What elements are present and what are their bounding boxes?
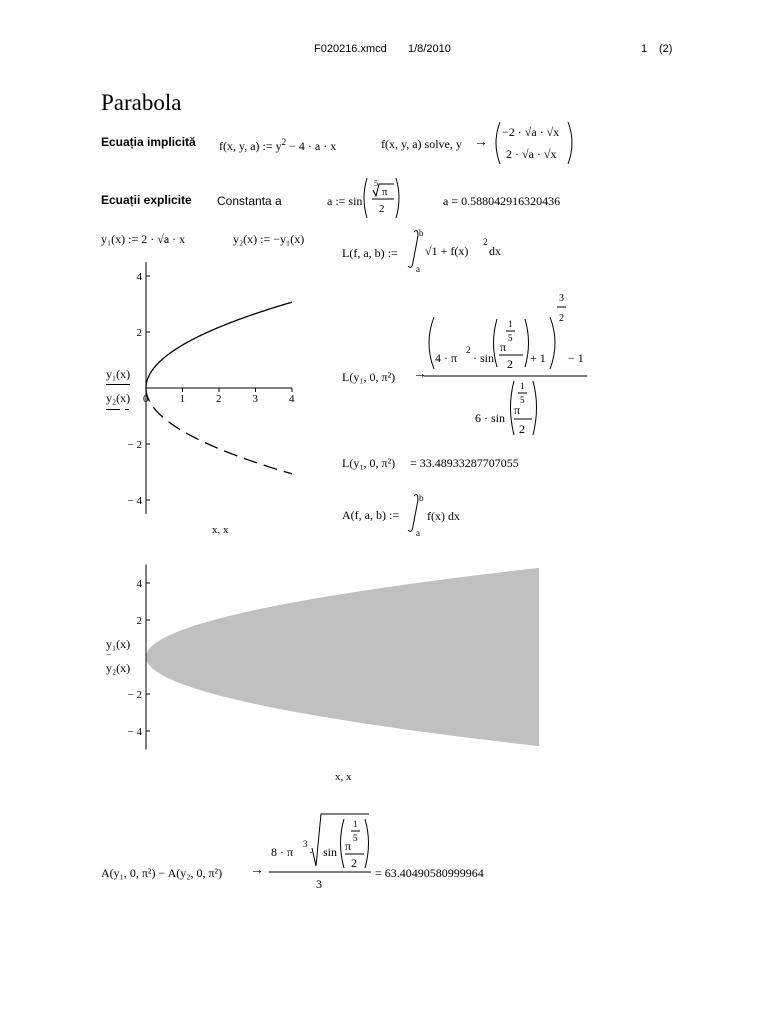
- implicit-def-exp: 2: [281, 137, 287, 147]
- plot2-y-tick-label: 2: [136, 615, 142, 627]
- L-outer-exp-den: 2: [559, 313, 564, 324]
- area-expression: [265, 810, 375, 900]
- page-title: Parabola: [101, 90, 182, 115]
- area-num-pi-exp: 3: [303, 839, 308, 849]
- plot1-x-tick-label: 2: [216, 393, 222, 405]
- area-den: 3: [316, 877, 322, 891]
- L-num-prefix: 4 · π: [435, 351, 458, 365]
- plot1-y2-label: y₂(x): [106, 391, 131, 405]
- L-num-pi-exp: 2: [466, 345, 471, 355]
- implicit-def-lhs: f(x, y, a) := y: [219, 139, 282, 153]
- L-den-prefix: 6 · sin: [475, 411, 505, 425]
- plot1-y2-legend-dash: [125, 409, 129, 410]
- header-page-total: (2): [659, 43, 673, 55]
- header-filename: F020216.xmcd: [314, 43, 387, 55]
- L-symbolic-arrow: →: [413, 367, 427, 382]
- area-exp-num: 1: [353, 819, 358, 829]
- solve-result-2: 2 · √a · √x: [506, 147, 557, 161]
- L-minus-one: − 1: [568, 351, 584, 365]
- A-int-lower: a: [416, 528, 420, 538]
- plot2-y-tick-label: − 2: [127, 689, 142, 701]
- plot2-legend-mark: [107, 654, 111, 655]
- area-lhs: A(y₁, 0, π²) − A(y₂, 0, π²): [101, 866, 223, 880]
- area-sin: sin: [323, 845, 338, 859]
- L-frac-exp-num: 1: [508, 319, 513, 329]
- L-inner-two: 2: [507, 357, 513, 371]
- a-two: 2: [379, 203, 385, 215]
- y1-definition: y₁(x) := 2 · √a · x: [101, 232, 186, 246]
- explicit-label: Ecuații explicite: [101, 193, 192, 207]
- plot2-y2-label: y₂(x): [106, 661, 131, 675]
- plot1-y-tick-label: 4: [136, 271, 142, 283]
- plot1-x-tick-label: 1: [179, 393, 185, 405]
- area-inner-two: 2: [351, 856, 357, 870]
- plot1-y-tick-label: − 4: [127, 495, 142, 507]
- implicit-label: Ecuația implicită: [101, 135, 196, 149]
- a-pi: π: [382, 186, 388, 198]
- header-date: 1/8/2010: [408, 43, 451, 55]
- A-def-lhs: A(f, a, b) :=: [342, 508, 400, 522]
- a-def-lhs: a := sin: [327, 194, 363, 208]
- plot1-x-label: x, x: [212, 524, 229, 536]
- plot1-y-tick-label: − 2: [127, 439, 142, 451]
- implicit-def: [219, 137, 336, 154]
- plot1-x-tick-label: 0: [143, 393, 149, 405]
- L-symbolic-lhs: L(y₁, 0, π²): [342, 370, 396, 384]
- L-def-lhs: L(f, a, b) :=: [342, 246, 398, 260]
- L-integrand: √1 + f(x): [425, 244, 469, 258]
- a-root-index: 5: [374, 179, 378, 188]
- plot2-area-fill: [146, 568, 539, 746]
- A-int-upper: b: [419, 493, 424, 503]
- area-arrow: →: [250, 863, 264, 878]
- A-integral: [402, 490, 482, 538]
- L-den-exp-den: 5: [520, 395, 525, 405]
- L-exp: 2: [483, 237, 488, 247]
- plot1-y1-legend-line: [106, 384, 130, 385]
- plot1-x-tick-label: 3: [252, 393, 258, 405]
- L-dx: dx: [489, 244, 501, 258]
- plot1-y2-legend-line: [106, 409, 120, 410]
- L-int-upper: b: [419, 228, 424, 238]
- constant-label: Constanta a: [217, 194, 282, 208]
- L-symbolic-expression: [420, 285, 600, 445]
- L-numeric-lhs: L(y₁, 0, π²): [342, 456, 396, 470]
- plot1: [100, 270, 310, 540]
- solve-arrow: →: [474, 135, 488, 150]
- L-inner-pi: π: [500, 340, 507, 354]
- L-frac-exp-den: 5: [508, 333, 513, 343]
- plot2-x-label: x, x: [335, 771, 352, 783]
- plot2-y-tick-label: 4: [136, 578, 142, 590]
- solve-command: f(x, y, a) solve, y: [381, 137, 462, 151]
- L-numeric-result: = 33.48933287707055: [410, 456, 519, 470]
- L-den-pi: π: [514, 403, 521, 417]
- header-page: 1: [641, 43, 648, 55]
- area-inner-pi: π: [345, 839, 352, 853]
- implicit-def-rhs: − 4 · a · x: [289, 139, 337, 153]
- area-exp-den: 5: [353, 833, 358, 843]
- L-den-exp-num: 1: [520, 381, 525, 391]
- L-plus-one: + 1: [530, 351, 546, 365]
- plot2: [100, 565, 550, 755]
- a-result: a = 0.588042916320436: [443, 194, 561, 208]
- area-dot: ·: [309, 845, 313, 859]
- plot1-x-tick-label: 4: [289, 393, 295, 405]
- plot1-y-tick-label: 2: [136, 327, 142, 339]
- L-int-lower: a: [416, 264, 420, 274]
- L-den-two: 2: [519, 422, 525, 436]
- a-def-fraction: [360, 176, 410, 220]
- plot2-y1-label: y₁(x): [106, 637, 131, 651]
- area-num-prefix: 8 · π: [271, 845, 294, 859]
- area-result: = 63.40490580999964: [375, 866, 484, 880]
- solve-result-1: −2 · √a · √x: [502, 125, 560, 139]
- A-integrand: f(x) dx: [427, 509, 460, 523]
- plot1-y1-label: y₁(x): [106, 367, 131, 381]
- plot2-y-tick-label: − 4: [127, 726, 142, 738]
- plot1-y1-curve: [146, 302, 292, 388]
- L-outer-exp-num: 3: [559, 293, 564, 304]
- y2-definition: y₂(x) := −y₁(x): [233, 232, 305, 246]
- L-integral: [400, 226, 530, 274]
- L-num-sin: · sin: [473, 351, 494, 365]
